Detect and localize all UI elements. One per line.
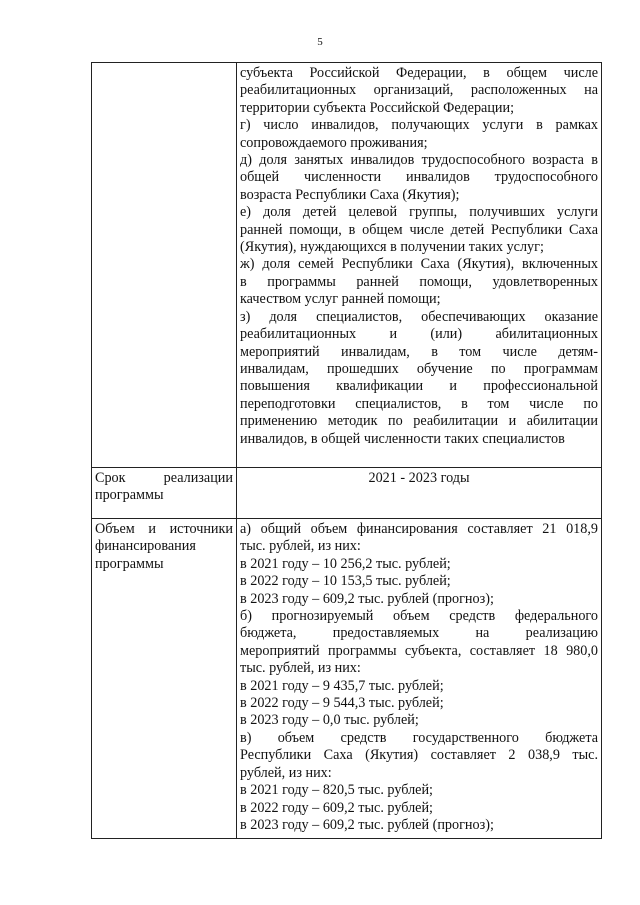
text-line: в 2022 году – 9 544,3 тыс. рублей; (240, 695, 444, 712)
text-line: з) доля специалистов, обеспечивающих оказание (240, 308, 598, 325)
period-value-text: 2021 - 2023 годы (368, 470, 470, 486)
financing-text (237, 519, 602, 839)
text-line: а) общий объем финансирования составляет 21 018,9 (240, 521, 598, 537)
text-line: (Якутия), нуждающихся в получении таких услуг; (240, 239, 544, 256)
text-line: в 2022 году – 10 153,5 тыс. рублей; (240, 573, 451, 590)
text-line: субъекта Российской Федерации, в общем числе (240, 65, 598, 81)
text-line: в 2023 году – 609,2 тыс. рублей (прогноз); (240, 590, 494, 607)
implementation-period-value (237, 468, 602, 519)
text-line: повышения квалификации и профессиональной (240, 378, 598, 395)
row-label-financing: Объем и источники финансирования программы (92, 519, 237, 839)
page-number: 5 (317, 36, 323, 48)
text-line: тыс. рублей, из них: (240, 660, 361, 677)
text-line: рублей, из них: (240, 764, 332, 781)
text-line: в 2023 году – 0,0 тыс. рублей; (240, 712, 419, 729)
text-line: ж) доля семей Республики Саха (Якутия), включенных (240, 256, 598, 273)
text-line: сопровождаемого проживания; (240, 134, 428, 151)
table-row-target-indicators (92, 63, 602, 468)
text-line: территории субъекта Российской Федерации; (240, 99, 515, 116)
text-line: в 2022 году – 609,2 тыс. рублей; (240, 799, 433, 816)
text-line: качеством услуг ранней помощи; (240, 291, 441, 308)
row-label-implementation-period: Срок реализации программы (92, 468, 237, 519)
text-line: мероприятий инвалидам, в том числе детям- (240, 343, 598, 360)
row-label-empty (92, 63, 237, 468)
text-line: б) прогнозируемый объем средств федерального (240, 608, 598, 625)
text-line: г) число инвалидов, получающих услуги в рамках (240, 117, 598, 134)
text-line: ранней помощи, в общем числе детей Республики Саха (240, 221, 598, 238)
text-line: в 2021 году – 820,5 тыс. рублей; (240, 782, 433, 799)
target-indicators-text (237, 63, 602, 468)
text-line: реабилитационных и (или) абилитационных (240, 326, 598, 343)
text-line: инвалидов, в общей численности таких специалистов (240, 430, 565, 447)
text-line: в) объем средств государственного бюджета (240, 729, 598, 746)
text-line: в 2023 году – 609,2 тыс. рублей (прогноз); (240, 816, 494, 833)
table-row-implementation-period (92, 468, 602, 519)
program-passport-table (91, 62, 602, 839)
text-line: в 2021 году – 9 435,7 тыс. рублей; (240, 677, 444, 694)
text-line: бюджета, предоставляемых на реализацию (240, 625, 598, 642)
text-line: е) доля детей целевой группы, получивших услуги (240, 204, 598, 221)
text-line: д) доля занятых инвалидов трудоспособного возраста в (240, 152, 598, 169)
text-line: в программы ранней помощи, удовлетворенных (240, 273, 598, 290)
text-line: реабилитационных организаций, расположенных на (240, 82, 598, 99)
text-line: возраста Республики Саха (Якутия); (240, 186, 460, 203)
text-line: тыс. рублей, из них: (240, 538, 361, 555)
text-line: инвалидам, прошедших обучение по программам (240, 360, 598, 377)
text-line: Республики Саха (Якутия) составляет 2 038,9 тыс. (240, 747, 598, 764)
text-line: переподготовки специалистов, в том числе по (240, 395, 598, 412)
text-line: применению методик по реабилитации и абилитации (240, 413, 598, 430)
text-line: общей численности инвалидов трудоспособного (240, 169, 598, 186)
text-line: в 2021 году – 10 256,2 тыс. рублей; (240, 555, 451, 572)
text-line: мероприятий программы субъекта, составляет 18 980,0 (240, 642, 598, 659)
table-row-financing (92, 519, 602, 839)
